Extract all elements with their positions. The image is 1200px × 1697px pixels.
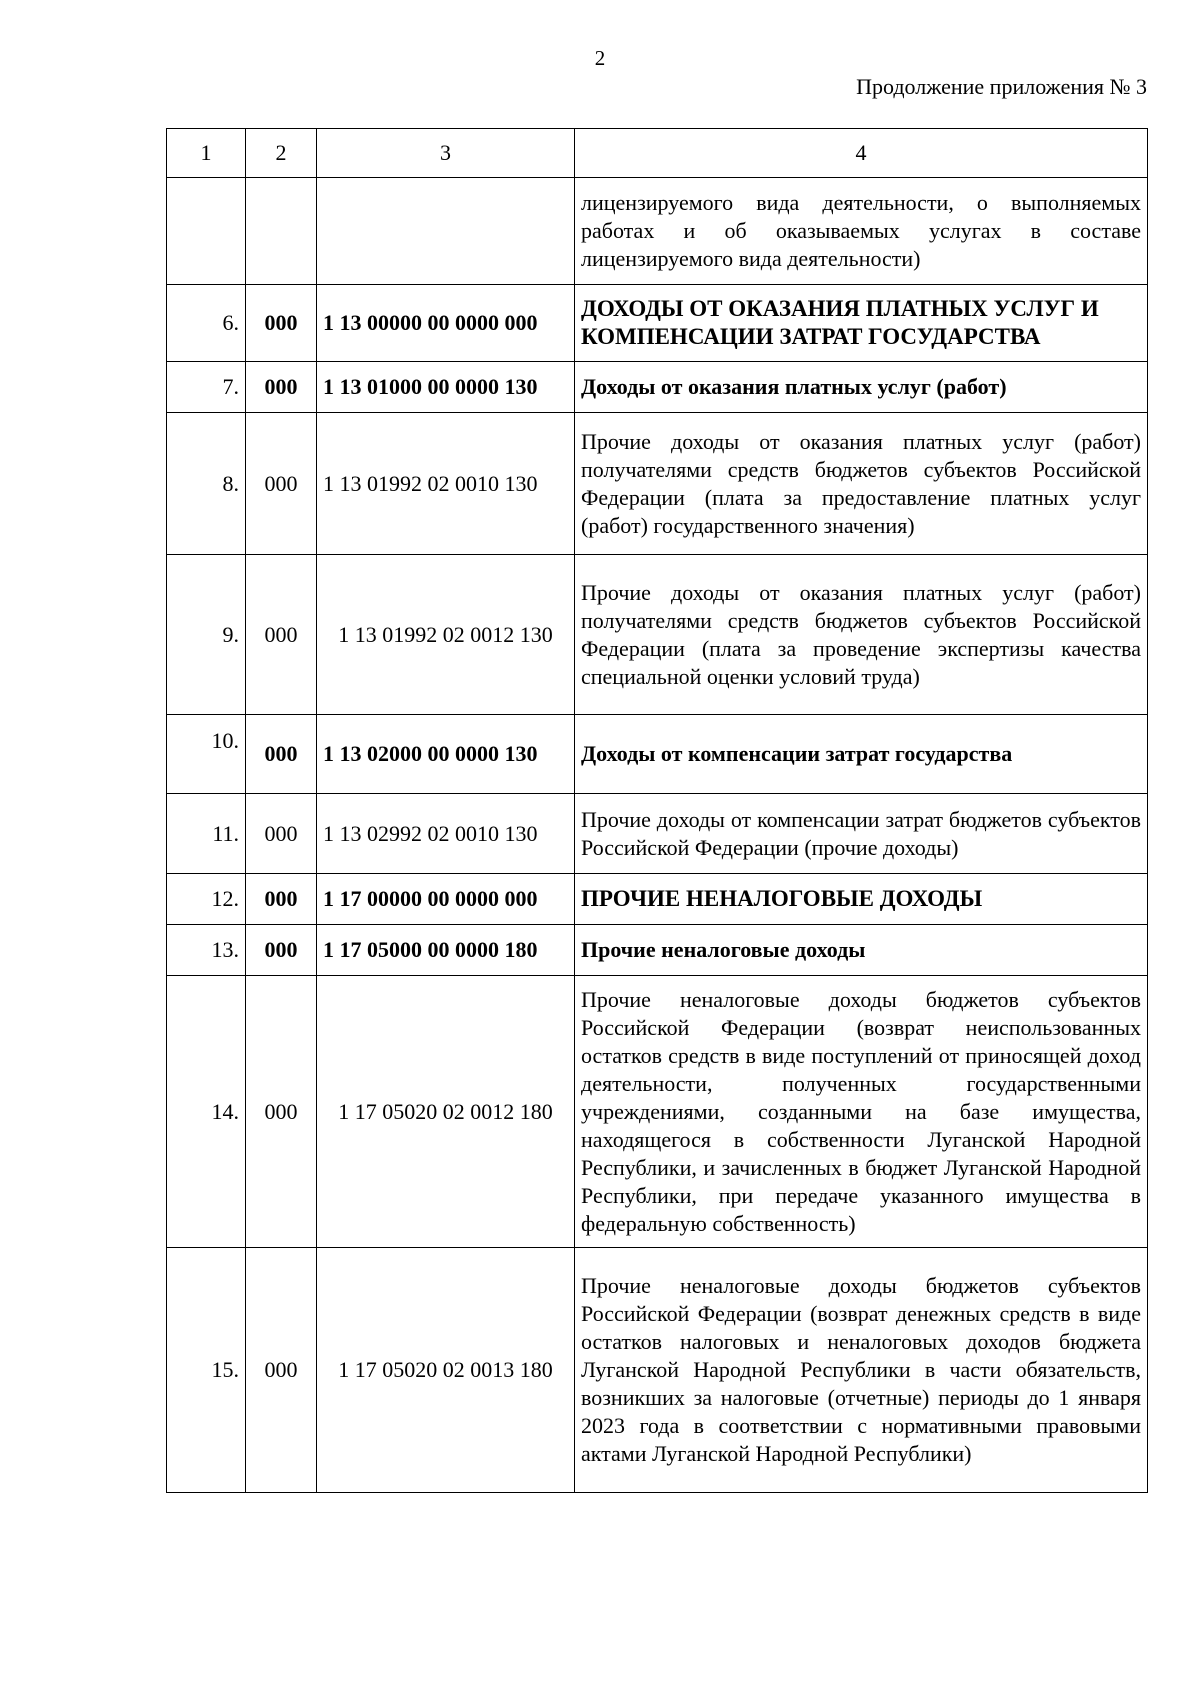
table-row — [167, 413, 1148, 555]
table-row — [167, 925, 1148, 976]
row-number: 7. — [167, 362, 246, 413]
row-number: 10. — [167, 715, 246, 794]
revenue-description: Прочие доходы от оказания платных услуг (работ) получателями средств бюджетов субъектов Российской Федерации (плата за проведение экспертизы качества специальной оценки условий труда) — [575, 555, 1148, 715]
budget-code: 1 17 05000 00 0000 180 — [317, 925, 575, 976]
revenue-description: Прочие неналоговые доходы бюджетов субъектов Российской Федерации (возврат неиспользованных остатков средств в виде поступлений от приносящей доход деятельности, полученных государственными учреждениями, созданными на базе имущества, находящегося в собственности Луганской Народной Республики, и зачисленных в бюджет Луганской Народной Республики, при передаче указанного имущества в федеральную собственность) — [575, 976, 1148, 1248]
admin-code — [246, 178, 317, 285]
admin-code: 000 — [246, 413, 317, 555]
table-row — [167, 555, 1148, 715]
budget-code — [317, 178, 575, 285]
row-number: 13. — [167, 925, 246, 976]
table-row — [167, 178, 1148, 285]
revenue-description: Прочие неналоговые доходы — [575, 925, 1148, 976]
budget-code: 1 17 00000 00 0000 000 — [317, 874, 575, 925]
budget-code: 1 13 01000 00 0000 130 — [317, 362, 575, 413]
admin-code: 000 — [246, 715, 317, 794]
header-col-2: 2 — [246, 129, 317, 178]
row-number: 14. — [167, 976, 246, 1248]
revenue-codes-table — [166, 128, 1148, 1493]
table-row — [167, 976, 1148, 1248]
budget-code: 1 17 05020 02 0013 180 — [317, 1248, 575, 1493]
header-col-3: 3 — [317, 129, 575, 178]
revenue-description: ПРОЧИЕ НЕНАЛОГОВЫЕ ДОХОДЫ — [575, 874, 1148, 925]
admin-code: 000 — [246, 1248, 317, 1493]
revenue-description: лицензируемого вида деятельности, о выполняемых работах и об оказываемых услугах в составе лицензируемого вида деятельности) — [575, 178, 1148, 285]
table-row — [167, 285, 1148, 362]
header-col-1: 1 — [167, 129, 246, 178]
table-row — [167, 794, 1148, 874]
budget-code: 1 13 02992 02 0010 130 — [317, 794, 575, 874]
row-number: 8. — [167, 413, 246, 555]
revenue-description: Прочие доходы от компенсации затрат бюджетов субъектов Российской Федерации (прочие доходы) — [575, 794, 1148, 874]
table-row — [167, 362, 1148, 413]
appendix-continuation-title: Продолжение приложения № 3 — [856, 74, 1147, 99]
admin-code: 000 — [246, 362, 317, 413]
budget-code: 1 17 05020 02 0012 180 — [317, 976, 575, 1248]
revenue-description: Доходы от компенсации затрат государства — [575, 715, 1148, 794]
admin-code: 000 — [246, 794, 317, 874]
admin-code: 000 — [246, 555, 317, 715]
row-number: 11. — [167, 794, 246, 874]
admin-code: 000 — [246, 874, 317, 925]
row-number: 15. — [167, 1248, 246, 1493]
budget-code: 1 13 01992 02 0012 130 — [317, 555, 575, 715]
row-number: 9. — [167, 555, 246, 715]
budget-code: 1 13 02000 00 0000 130 — [317, 715, 575, 794]
row-number — [167, 178, 246, 285]
revenue-description: Прочие доходы от оказания платных услуг (работ) получателями средств бюджетов субъектов Российской Федерации (плата за предоставление платных услуг (работ) государственного значения) — [575, 413, 1148, 555]
revenue-description: Доходы от оказания платных услуг (работ) — [575, 362, 1148, 413]
table-row — [167, 874, 1148, 925]
header-col-4: 4 — [575, 129, 1148, 178]
budget-code: 1 13 00000 00 0000 000 — [317, 285, 575, 362]
table-row — [167, 715, 1148, 794]
revenue-description: ДОХОДЫ ОТ ОКАЗАНИЯ ПЛАТНЫХ УСЛУГ И КОМПЕНСАЦИИ ЗАТРАТ ГОСУДАРСТВА — [575, 285, 1148, 362]
table-header-row — [167, 129, 1148, 178]
admin-code: 000 — [246, 285, 317, 362]
page-number: 2 — [594, 46, 606, 70]
row-number: 12. — [167, 874, 246, 925]
admin-code: 000 — [246, 925, 317, 976]
table-row — [167, 1248, 1148, 1493]
revenue-description: Прочие неналоговые доходы бюджетов субъектов Российской Федерации (возврат денежных средств в виде остатков налоговых и неналоговых доходов бюджета Луганской Народной Республики в части обязательств, возникших за налоговые (отчетные) периоды до 1 января 2023 года в соответствии с нормативными правовыми актами Луганской Народной Республики) — [575, 1248, 1148, 1493]
admin-code: 000 — [246, 976, 317, 1248]
row-number: 6. — [167, 285, 246, 362]
budget-code: 1 13 01992 02 0010 130 — [317, 413, 575, 555]
